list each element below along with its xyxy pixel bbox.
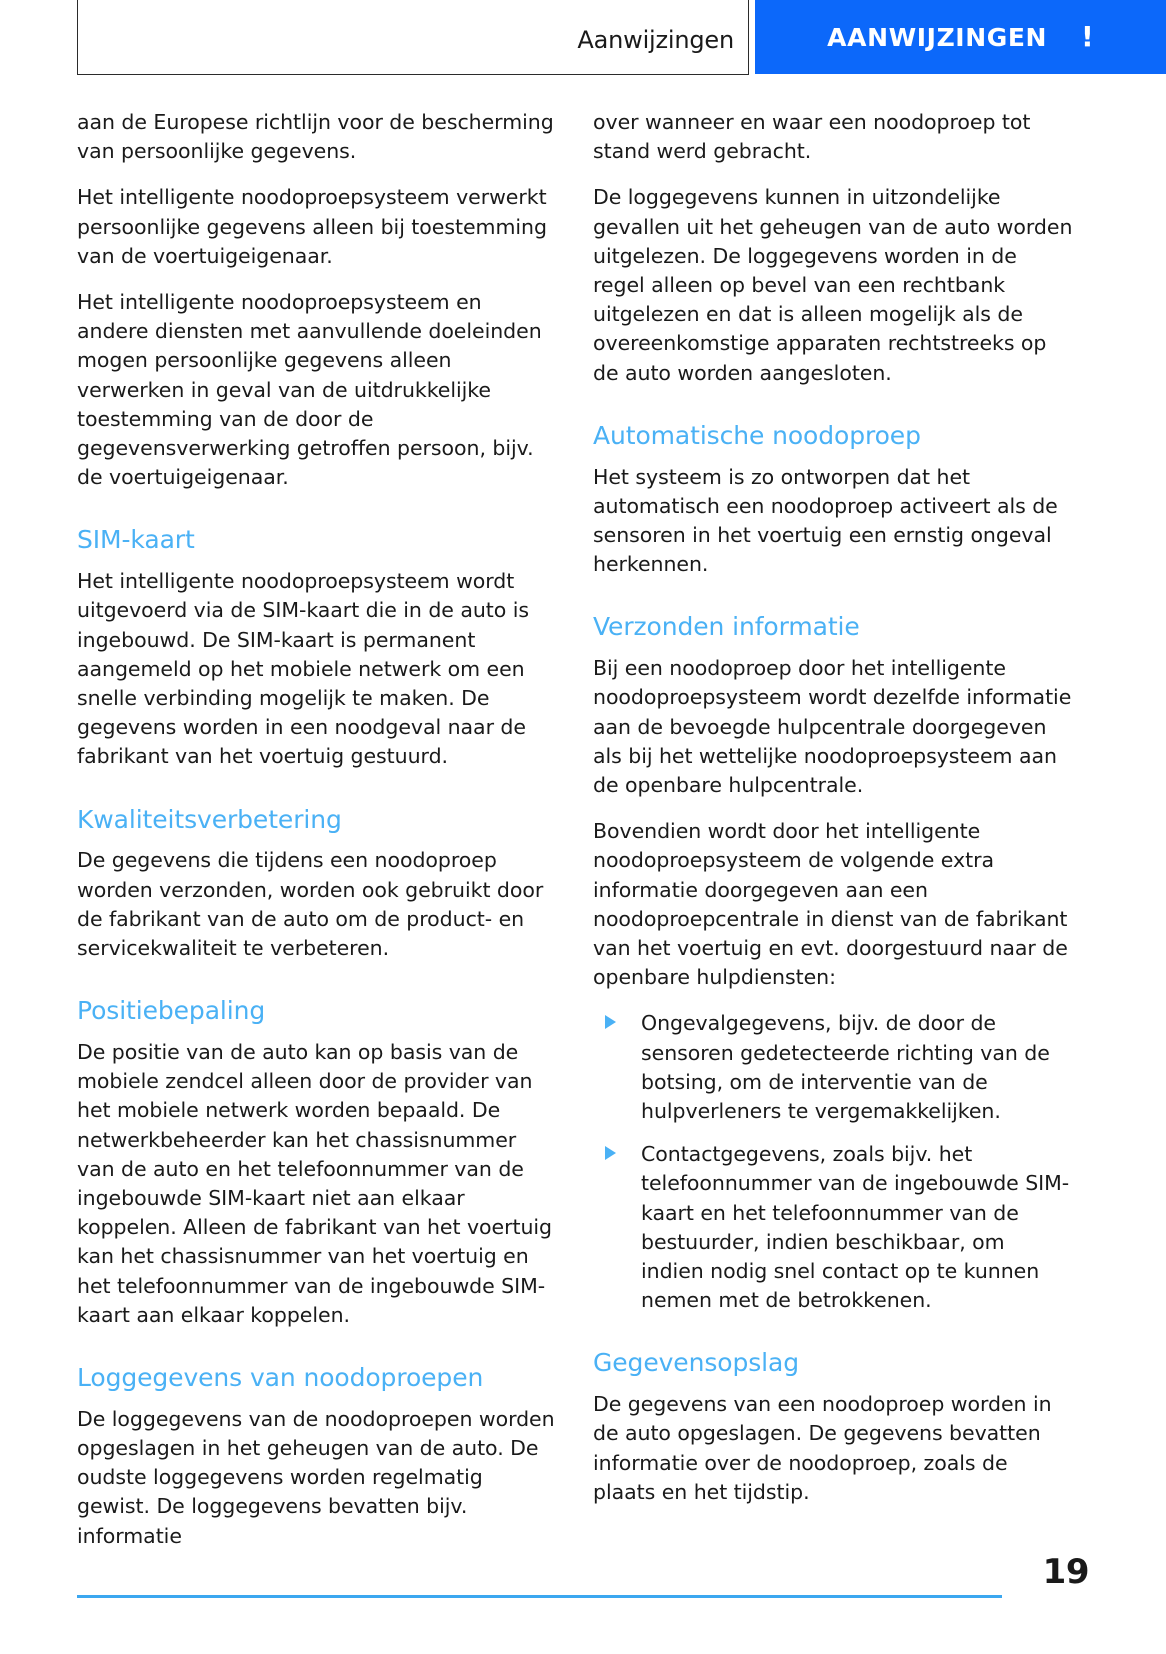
section-heading-positiebepaling: Positiebepaling — [77, 996, 266, 1026]
page-header — [0, 0, 1166, 78]
paragraph: Het intelligente noodoproepsysteem en andere diensten met aanvullende doeleinden mogen persoonlijke gegevens alleen verwerken in geval van de uitdrukkelijke toestemming van de door de gegevensverwerking getroffen persoon, bijv. de voertuigeigenaar. — [77, 290, 542, 490]
section-heading-verzonden-informatie: Verzonden informatie — [593, 612, 860, 642]
sent-information-block — [593, 613, 1073, 1315]
header-section-tab-label: AANWIJZINGEN — [827, 22, 1048, 52]
triangle-bullet-icon — [605, 1015, 616, 1029]
intro-block — [77, 108, 557, 492]
paragraph: Het intelligente noodoproepsysteem wordt uitgevoerd via de SIM-kaart die in de auto is ingebouwd. De SIM-kaart is permanent aangemeld op het mobiele netwerk om een snelle verbinding mogelijk te maken. De gegevens worden in een noodgeval naar de fabrikant van het voertuig gestuurd. — [77, 569, 530, 769]
quality-block — [77, 806, 557, 964]
paragraph: De loggegevens van de noodoproepen worden opgeslagen in het geheugen van de auto. De oudste loggegevens worden regelmatig gewist. De loggegevens bevatten bijv. informatie — [77, 1406, 555, 1548]
footer-divider — [77, 1595, 1002, 1598]
page-content — [0, 108, 1166, 1551]
log-data-continuation-block — [593, 108, 1073, 388]
sim-card-block — [77, 526, 557, 771]
paragraph: Het systeem is zo ontworpen dat het automatisch een noodoproep activeert als de sensoren in het voertuig een ernstig ongeval herkennen. — [593, 464, 1058, 577]
paragraph: De gegevens van een noodoproep worden in de auto opgeslagen. De gegevens bevatten informatie over de noodoproep, zoals de plaats en het tijdstip. — [593, 1392, 1052, 1504]
page-footer — [0, 1546, 1166, 1606]
list-item-text: Contactgegevens, zoals bijv. het telefoonnummer van de ingebouwde SIM-kaart en het telefoonnummer van de bestuurder, indien beschikbaar, om indien nodig snel contact op te kunnen nemen met de betrokkenen. — [641, 1142, 1070, 1313]
paragraph: aan de Europese richtlijn voor de bescherming van persoonlijke gegevens. — [77, 110, 554, 164]
list-item — [593, 1140, 1073, 1315]
sent-information-list — [593, 1009, 1073, 1315]
log-data-block — [77, 1364, 557, 1551]
section-heading-sim-kaart: SIM-kaart — [77, 525, 195, 555]
triangle-bullet-icon — [605, 1146, 616, 1160]
header-section-tab — [755, 0, 1166, 74]
page-number: 19 — [1042, 1552, 1089, 1592]
left-column — [77, 108, 557, 1551]
paragraph: De gegevens die tijdens een noodoproep worden verzonden, worden ook gebruikt door de fabrikant van de auto om de product- en servicekwaliteit te verbeteren. — [77, 848, 544, 960]
paragraph: Bij een noodoproep door het intelligente noodoproepsysteem wordt dezelfde informatie aan de bevoegde hulpcentrale doorgegeven als bij het wettelijke noodoproepsysteem aan de openbare hulpcentrale. — [593, 656, 1072, 797]
header-chapter-label: Aanwijzingen — [577, 26, 734, 54]
section-heading-kwaliteitsverbetering: Kwaliteitsverbetering — [77, 804, 342, 834]
section-heading-automatische-noodoproep: Automatische noodoproep — [593, 420, 921, 450]
list-item-text: Ongevalgegevens, bijv. de door de sensoren gedetecteerde richting van de botsing, om de interventie van de hulpverleners te vergemakkelijken. — [641, 1011, 1050, 1123]
paragraph: De positie van de auto kan op basis van de mobiele zendcel alleen door de provider van het mobiele netwerk worden bepaald. De netwerkbeheerder kan het chassisnummer van de auto en het telefoonnummer van de ingebouwde SIM-kaart niet aan elkaar koppelen. Alleen de fabrikant van het voertuig kan het chassisnummer van het voertuig en het telefoonnummer van de ingebouwde SIM-kaart aan elkaar koppelen. — [77, 1039, 552, 1327]
right-column — [593, 108, 1073, 1551]
data-storage-block — [593, 1349, 1073, 1507]
list-item — [593, 1009, 1073, 1126]
section-heading-gegevensopslag: Gegevensopslag — [593, 1348, 799, 1378]
paragraph: over wanneer en waar een noodoproep tot stand werd gebracht. — [593, 110, 1031, 164]
section-heading-loggegevens: Loggegevens van noodoproepen — [77, 1362, 484, 1392]
paragraph: Het intelligente noodoproepsysteem verwerkt persoonlijke gegevens alleen bij toestemming van de voertuigeigenaar. — [77, 185, 547, 268]
header-chapter-box — [77, 0, 749, 75]
paragraph: Bovendien wordt door het intelligente noodoproepsysteem de volgende extra informatie doorgegeven aan een noodoproepcentrale in dienst van de fabrikant van het voertuig en evt. doorgestuurd naar de openbare hulpdiensten: — [593, 819, 1068, 990]
automatic-call-block — [593, 422, 1073, 580]
position-block — [77, 997, 557, 1330]
exclamation-icon: ! — [1081, 20, 1094, 53]
paragraph: De loggegevens kunnen in uitzondelijke gevallen uit het geheugen van de auto worden uitgelezen. De loggegevens worden in de regel alleen op bevel van een rechtbank uitgelezen en dat is alleen mogelijk als de overeenkomstige apparaten rechtstreeks op de auto worden aangesloten. — [593, 185, 1073, 385]
